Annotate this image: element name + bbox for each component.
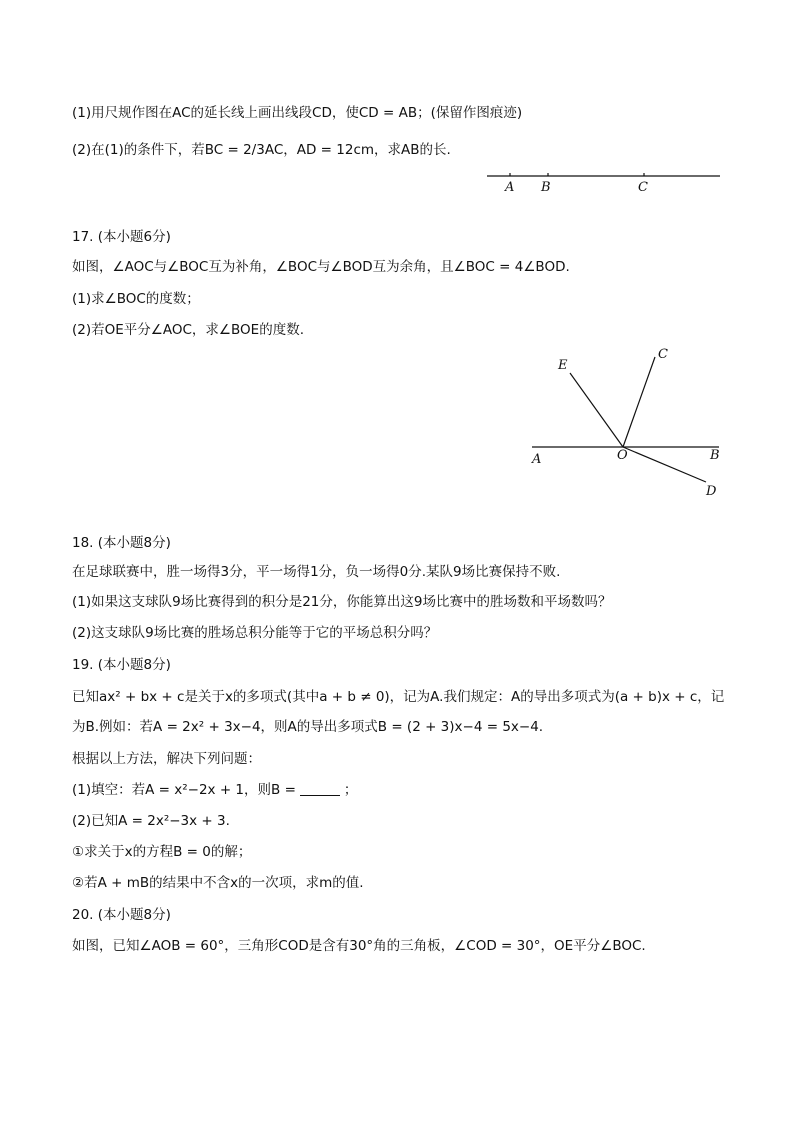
q17-part1: (1)求∠BOC的度数；: [72, 291, 200, 307]
q16-part1: (1)用尺规作图在AC的延长线上画出线段CD，使CD = AB；(保留作图痕迹): [72, 105, 523, 121]
q17-part2: (2)若OE平分∠AOC，求∠BOE的度数.: [72, 322, 305, 338]
q17-stem: 如图，∠AOC与∠BOC互为补角，∠BOC与∠BOD互为余角，且∠BOC = 4∠BOD.: [72, 259, 570, 275]
q19-stem-line1: 已知ax² + bx + c是关于x的多项式(其中a + b ≠ 0)，记为A.我们规定：A的导出多项式为(a + b)x + c，记: [72, 689, 725, 705]
label-c: C: [638, 180, 648, 195]
label-d: D: [706, 484, 717, 499]
q19-stem-line2: 为B.例如：若A = 2x² + 3x−4，则A的导出多项式B = (2 + 3)x−4 = 5x−4.: [72, 719, 544, 735]
q18-part2: (2)这支球队9场比赛的胜场总积分能等于它的平场总积分吗？: [72, 625, 438, 641]
q19-part2: (2)已知A = 2x²−3x + 3.: [72, 813, 230, 829]
q19-intro: 根据以上方法，解决下列问题：: [72, 751, 261, 767]
q20-header: 20. (本小题8分): [72, 907, 171, 923]
label-e: E: [558, 358, 568, 373]
label-a: A: [505, 180, 515, 195]
q20-stem: 如图，已知∠AOB = 60°，三角形COD是含有30°角的三角板，∠COD = 30°，OE平分∠BOC.: [72, 938, 646, 954]
q16-part2: (2)在(1)的条件下，若BC = 2/3AC，AD = 12cm，求AB的长.: [72, 142, 451, 158]
q19-part1-suffix: ；: [343, 782, 358, 798]
q19-part1: [72, 781, 357, 799]
label-b: B: [710, 448, 720, 463]
q17-angle-figure: [525, 340, 725, 505]
q19-part2b: ②若A + mB的结果中不含x的一次项，求m的值.: [72, 875, 364, 891]
q18-header: 18. (本小题8分): [72, 535, 171, 551]
q19-part1-prefix: (1)填空：若A = x²−2x + 1，则B =: [72, 782, 296, 798]
q19-header: 19. (本小题8分): [72, 657, 171, 673]
label-o: O: [617, 448, 628, 463]
q17-header: 17. (本小题6分): [72, 229, 171, 245]
answer-blank[interactable]: [300, 783, 340, 796]
q16-line-segment-figure: [484, 166, 724, 200]
label-c: C: [658, 347, 668, 362]
label-b: B: [541, 180, 551, 195]
q18-stem: 在足球联赛中，胜一场得3分，平一场得1分，负一场得0分.某队9场比赛保持不败.: [72, 564, 561, 580]
q19-part2a: ①求关于x的方程B = 0的解；: [72, 844, 252, 860]
q18-part1: (1)如果这支球队9场比赛得到的积分是21分，你能算出这9场比赛中的胜场数和平场数吗？: [72, 594, 612, 610]
label-a: A: [532, 452, 542, 467]
